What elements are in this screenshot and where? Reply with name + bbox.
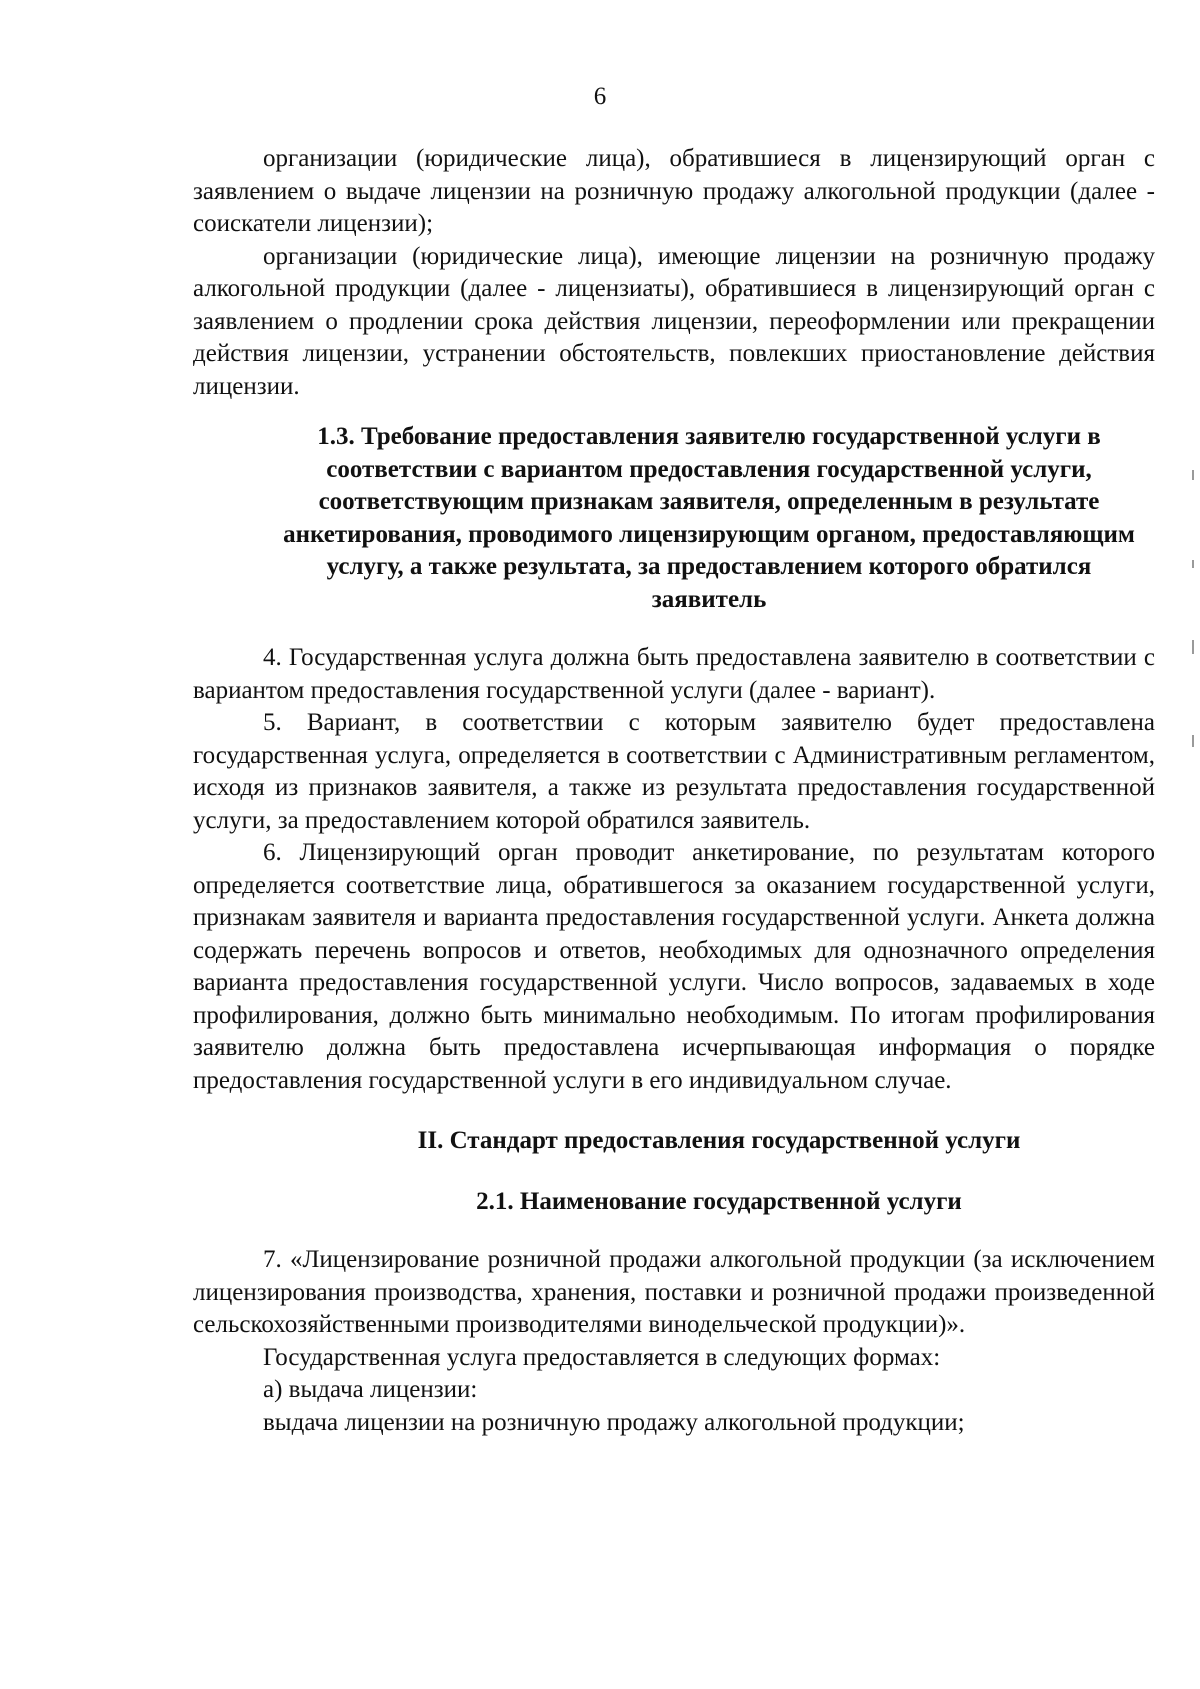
scan-edge-mark <box>1192 470 1194 480</box>
chapter-heading-ii: II. Стандарт предоставления государственной услуги <box>417 1127 1021 1154</box>
scan-edge-mark <box>1192 640 1194 654</box>
paragraph-forms-intro: Государственная услуга предоставляется в следующих формах: <box>263 1343 941 1371</box>
section-heading-1-3: 1.3. Требование предоставления заявителю государственной услуги в соответствии с вариантом предоставления государственной услуги, соответствующим признакам заявителя, определенным в результате анкетирования, проводимого лицензирующим органом, предоставляющим услугу, а также результата, за предоставлением которого обратился заявитель <box>283 423 1135 613</box>
paragraph-applicants-seekers: организации (юридические лица), обратившиеся в лицензирующий орган с заявлением о выдаче лицензии на розничную продажу алкогольной продукции (далее - соискатели лицензии); <box>193 145 1155 237</box>
paragraph-applicants-licensees: организации (юридические лица), имеющие лицензии на розничную продажу алкогольной продукции (далее - лицензиаты), обратившиеся в лицензирующий орган с заявлением о продлении срока действия лицензии, переоформлении или прекращении действия лицензии, устранении обстоятельств, повлекших приостановление действия лицензии. <box>193 242 1155 400</box>
scan-edge-mark <box>1192 560 1194 568</box>
paragraph-form-a: а) выдача лицензии: <box>263 1376 478 1403</box>
paragraph-item-5: 5. Вариант, в соответствии с которым заявителю будет предоставлена государственная услуга, определяется в соответствии с Административным регламентом, исходя из признаков заявителя, а также из результата предоставления государственной услуги, за предоставлением которой обратился заявитель. <box>193 709 1155 834</box>
document-body <box>193 143 1155 1439</box>
section-heading-2-1: 2.1. Наименование государственной услуги <box>476 1187 962 1215</box>
scan-edge-mark <box>1192 735 1194 747</box>
paragraph-license-issue: выдача лицензии на розничную продажу алкогольной продукции; <box>263 1408 965 1436</box>
page-number: 6 <box>593 83 607 110</box>
paragraph-item-7: 7. «Лицензирование розничной продажи алкогольной продукции (за исключением лицензирования производства, хранения, поставки и розничной продажи произведенной сельскохозяйственными производителями винодельческой продукции)». <box>193 1246 1155 1338</box>
paragraph-item-6: 6. Лицензирующий орган проводит анкетирование, по результатам которого определяется соответствие лица, обратившегося за оказанием государственной услуги, признакам заявителя и варианта предоставления государственной услуги. Анкета должна содержать перечень вопросов и ответов, необходимых для однозначного определения варианта предоставления государственной услуги. Число вопросов, задаваемых в ходе профилирования, должно быть минимально необходимым. По итогам профилирования заявителю должна быть предоставлена исчерпывающая информация о порядке предоставления государственной услуги в его индивидуальном случае. <box>193 839 1155 1094</box>
paragraph-item-4: 4. Государственная услуга должна быть предоставлена заявителю в соответствии с вариантом предоставления государственной услуги (далее - вариант). <box>193 644 1155 704</box>
